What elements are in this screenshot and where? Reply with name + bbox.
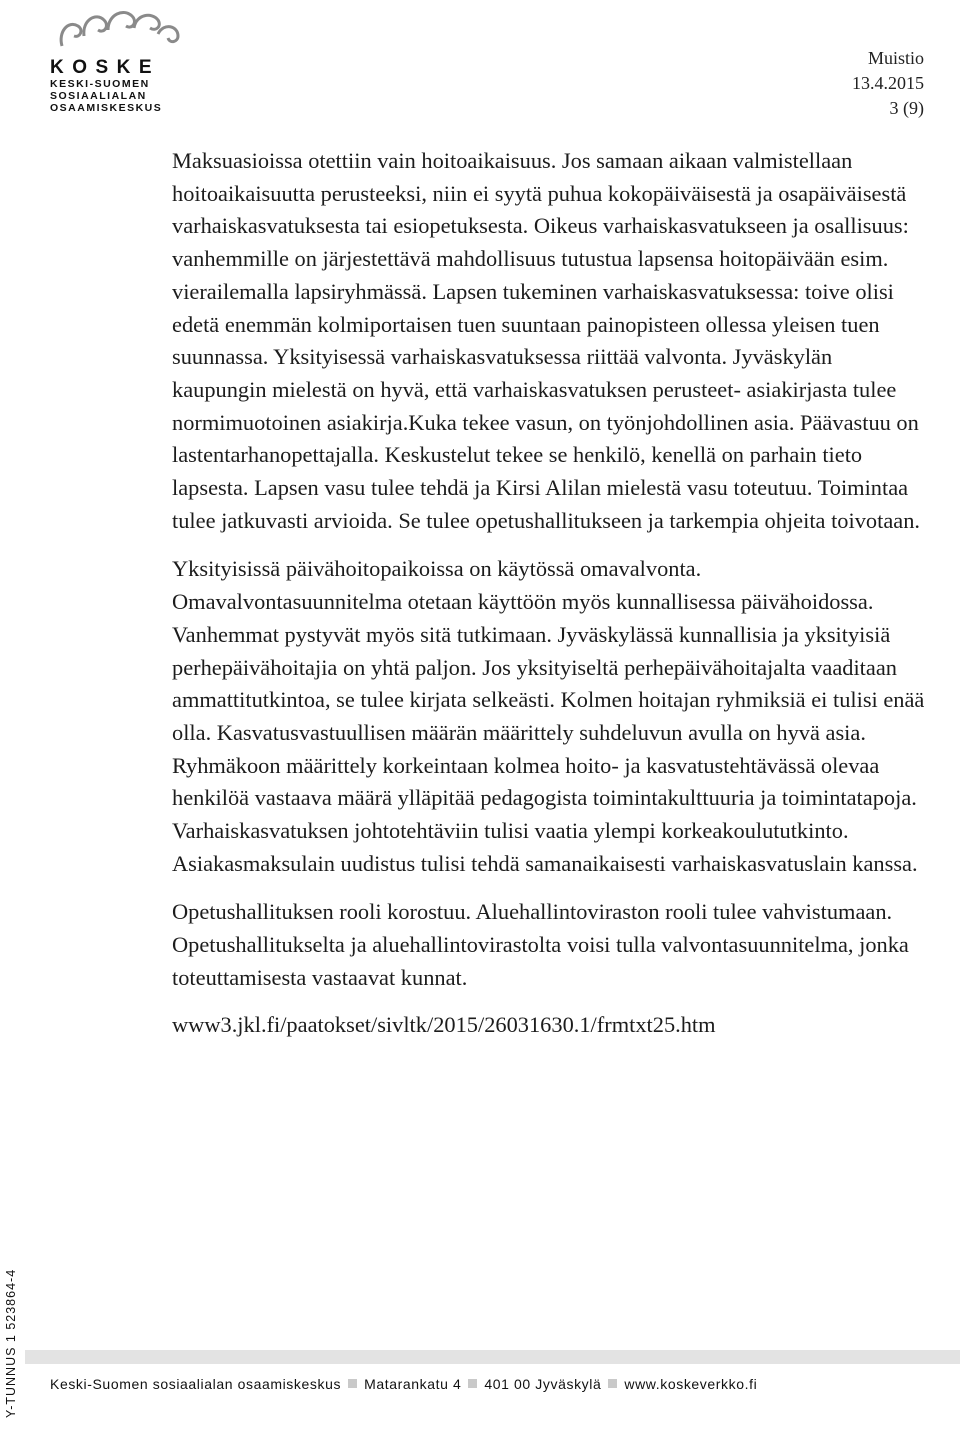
brand-line-sosiaalialan: SOSIAALIALAN [50,90,147,102]
footer-organization: Keski-Suomen sosiaalialan osaamiskeskus [50,1376,342,1392]
footer-website[interactable]: www.koskeverkko.fi [624,1376,758,1392]
business-id: Y-TUNNUS 1 523864-4 [4,1268,18,1418]
footer-city: 401 00 Jyväskylä [484,1376,602,1392]
footer-separator [348,1379,357,1388]
footer-divider [25,1350,960,1364]
footer-address: Matarankatu 4 [364,1376,462,1392]
koske-wordmark [50,58,190,114]
footer-separator [468,1379,477,1388]
brand-line-osaamiskeskus: OSAAMISKESKUS [50,102,163,114]
paragraph-3: Opetushallituksen rooli korostuu. Aluehallintoviraston rooli tulee vahvistumaan. Opetushallitukselta ja aluehallintovirastolta voisi tulla valvontasuunnitelma, jonka toteuttamisesta vastaavat kunnat. [172,899,909,990]
document-meta [852,46,924,121]
brand-line-keski-suomen: KESKI-SUOMEN [50,78,150,90]
footer-separator [608,1379,617,1388]
page-number: 3 (9) [889,98,924,118]
doc-date: 13.4.2015 [852,73,924,93]
doc-type: Muistio [867,48,924,68]
koske-logo [50,6,190,114]
brand-name: KOSKE [50,57,161,78]
spiral-ornament-icon [54,6,184,54]
footer [50,1376,950,1392]
paragraph-1: Maksuasioissa otettiin vain hoitoaikaisuus. Jos samaan aikaan valmistellaan hoitoaikaisuutta perusteeksi, niin ei syytä puhua kokopäiväisestä ja osapäiväisestä varhaiskasvatuksesta tai esiopetuksesta. Oikeus varhaiskasvatukseen ja osallisuus: vanhemmille on järjestettävä mahdollisuus tutustua lapsensa hoitopäivään esim. vierailemalla lapsiryhmässä. Lapsen tukeminen varhaiskasvatuksessa: toive olisi edetä enemmän kolmiportaisen tuen suuntaan painopisteen ollessa yleisen tuen suunnassa. Yksityisessä varhaiskasvatuksessa riittää valvonta. Jyväskylän kaupungin mielestä on hyvä, että varhaiskasvatuksen perusteet- asiakirjasta tulee normimuotoinen asiakirja.Kuka tekee vasun, on työnjohdollinen asia. Päävastuu on lastentarhanopettajalla. Keskustelut tekee se henkilö, kenellä on parhain tieto lapsesta. Lapsen vasu tulee tehdä ja Kirsi Alilan mielestä vasu toteutuu. Toimintaa tulee jatkuvasti arvioida. Se tulee opetushallitukseen ja tarkempia ohjeita toivotaan. [172,148,920,533]
memo-body [172,145,932,1041]
paragraph-2: Yksityisissä päivähoitopaikoissa on käytössä omavalvonta. Omavalvontasuunnitelma otetaan käyttöön myös kunnallisessa päivähoidossa. Vanhemmat pystyvät myös sitä tutkimaan. Jyväskylässä kunnallisia ja yksityisiä perhepäivähoitajia on yhtä paljon. Jos yksityiseltä perhepäivähoitajalta vaaditaan ammattitutkintoa, se tulee kirjata selkeästi. Kolmen hoitajan ryhmiksiä ei tulisi enää olla. Kasvatusvastuullisen määrän määrittely suhdeluvun avulla on hyvä asia. Ryhmäkoon määrittely korkeintaan kolmea hoito- ja kasvatustehtävässä olevaa henkilöä vastaava määrä ylläpitää pedagogista toimintakulttuuria ja toimintatapoja. Varhaiskasvatuksen johtotehtäviin tulisi vaatia ylempi korkeakoulututkinto. Asiakasmaksulain uudistus tulisi tehdä samanaikaisesti varhaiskasvatuslain kanssa. [172,556,925,876]
source-link[interactable]: www3.jkl.fi/paatokset/sivltk/2015/26031630.1/frmtxt25.htm [172,1011,716,1037]
